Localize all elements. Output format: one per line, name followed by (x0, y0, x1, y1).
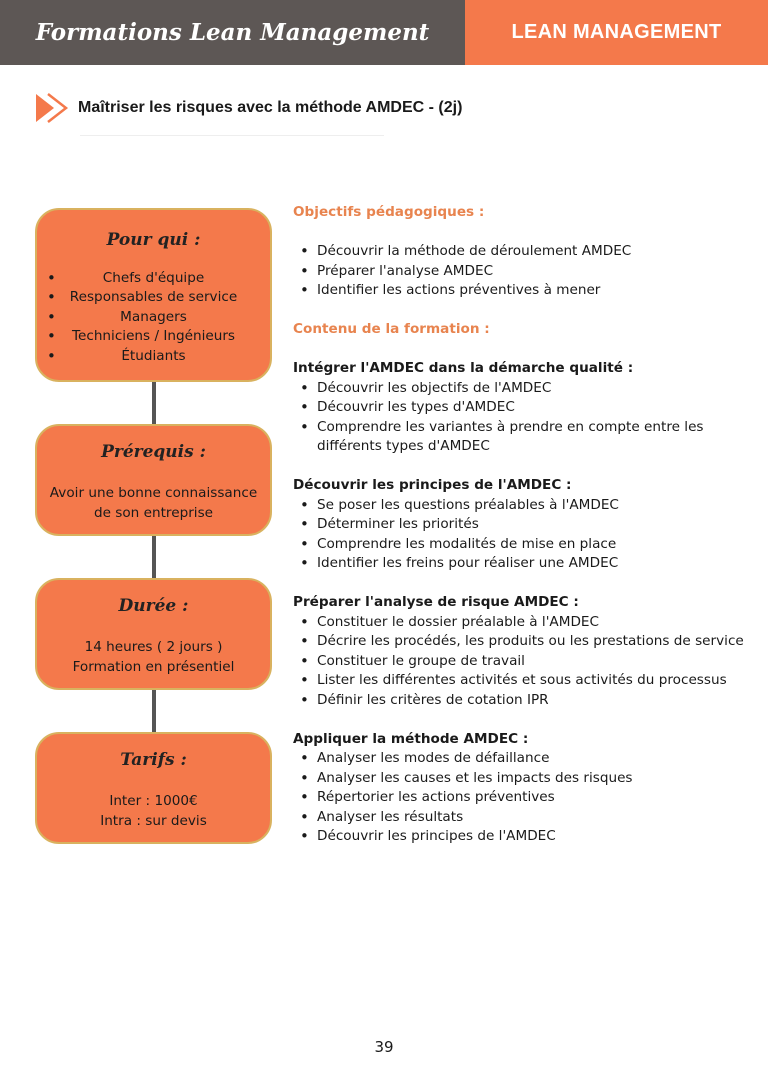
course-title: Maîtriser les risques avec la méthode AMDEC - (2j) (78, 99, 463, 116)
audience-list (37, 269, 270, 366)
page-number: 39 (374, 1038, 394, 1056)
duration-format: Formation en présentiel (72, 658, 235, 675)
content-section-title: Découvrir les principes de l'AMDEC : (293, 477, 572, 493)
content-section-list (293, 379, 765, 457)
pricing-intra: Intra : sur devis (100, 812, 207, 829)
timeline-connector (152, 688, 156, 734)
audience-item: • Managers (37, 308, 270, 327)
objective-item: • Identifier les actions préventives à mener (293, 281, 765, 301)
audience-item: • Techniciens / Ingénieurs (37, 327, 270, 346)
audience-item: • Étudiants (37, 347, 270, 366)
content-item: • Lister les différentes activités et sous activités du processus (293, 671, 765, 691)
content-item: • Répertorier les actions préventives (293, 788, 765, 808)
audience-card (35, 208, 272, 382)
content-section-title: Intégrer l'AMDEC dans la démarche qualité : (293, 360, 634, 376)
audience-card-title: Pour qui : (106, 230, 201, 250)
timeline-connector (152, 534, 156, 580)
content-heading: Contenu de la formation : (293, 321, 490, 337)
prerequisites-card (35, 424, 272, 536)
objectives-heading: Objectifs pédagogiques : (293, 204, 485, 220)
content-item: • Déterminer les priorités (293, 515, 765, 535)
content-item: • Découvrir les types d'AMDEC (293, 398, 765, 418)
content-section-list (293, 613, 765, 711)
content-item: • Constituer le groupe de travail (293, 652, 765, 672)
content-section-title: Appliquer la méthode AMDEC : (293, 730, 529, 747)
content-item: • Analyser les causes et les impacts des risques (293, 769, 765, 789)
content-item: • Identifier les freins pour réaliser une AMDEC (293, 554, 765, 574)
pricing-inter: Inter : 1000€ (109, 793, 198, 809)
content-item: • Analyser les modes de défaillance (293, 749, 765, 769)
audience-item: • Chefs d'équipe (37, 269, 270, 288)
content-item: • Comprendre les variantes à prendre en compte entre les différents types d'AMDEC (293, 418, 765, 457)
objective-item: • Préparer l'analyse AMDEC (293, 262, 765, 282)
content-item: • Découvrir les principes de l'AMDEC (293, 827, 765, 847)
double-chevron-icon (34, 92, 72, 124)
content-item: • Définir les critères de cotation IPR (293, 691, 765, 711)
course-title-row (34, 92, 462, 124)
content-item: • Se poser les questions préalables à l'AMDEC (293, 496, 765, 516)
content-item: • Décrire les procédés, les produits ou les prestations de service (293, 632, 765, 652)
content-section-list (293, 749, 765, 847)
content-item: • Constituer le dossier préalable à l'AMDEC (293, 613, 765, 633)
title-divider (80, 135, 384, 136)
timeline-connector (152, 380, 156, 426)
content-item: • Comprendre les modalités de mise en place (293, 535, 765, 555)
content-section-title: Préparer l'analyse de risque AMDEC : (293, 594, 579, 610)
content-section-list (293, 496, 765, 574)
prerequisites-text: Avoir une bonne connaissance de son entreprise (49, 485, 258, 521)
objectives-list (293, 242, 765, 301)
course-details (293, 203, 765, 847)
header-title-bar (0, 0, 465, 65)
header-title: Formations Lean Management (35, 19, 430, 46)
prerequisites-card-title: Prérequis : (101, 442, 206, 462)
objective-item: • Découvrir la méthode de déroulement AMDEC (293, 242, 765, 262)
duration-card-title: Durée : (118, 596, 189, 616)
audience-item: • Responsables de service (37, 288, 270, 307)
content-item: • Découvrir les objectifs de l'AMDEC (293, 379, 765, 399)
duration-card (35, 578, 272, 690)
pricing-card (35, 732, 272, 844)
pricing-card-title: Tarifs : (120, 750, 187, 770)
header-category-bar (465, 0, 768, 65)
content-item: • Analyser les résultats (293, 808, 765, 828)
duration-hours: 14 heures ( 2 jours ) (84, 639, 223, 655)
header-category: LEAN MANAGEMENT (511, 21, 722, 43)
